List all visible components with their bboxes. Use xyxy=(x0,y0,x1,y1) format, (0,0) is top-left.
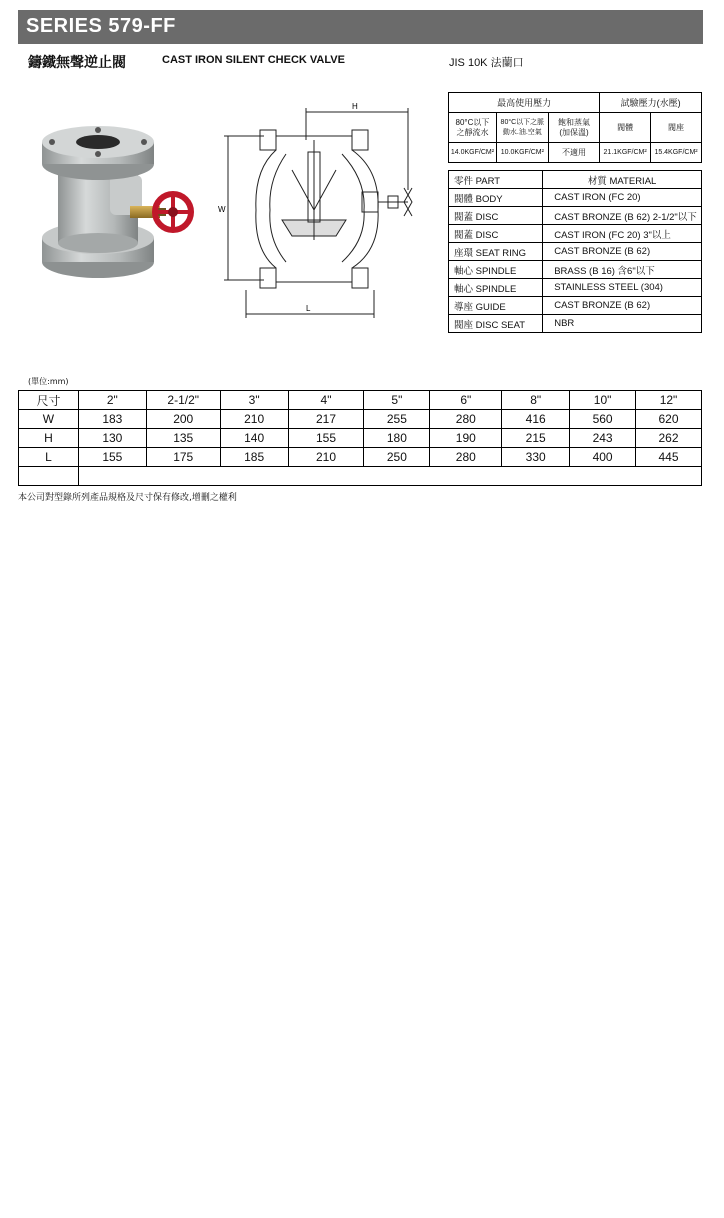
size-header: 尺寸 xyxy=(19,391,79,410)
materials-table xyxy=(448,170,702,333)
table-row: W 183 200 210 217 255 280 416 560 620 xyxy=(19,410,702,429)
test-seat-label: 閥座 xyxy=(651,113,702,143)
table-row: L 155 175 185 210 250 280 330 400 445 xyxy=(19,448,702,467)
table-row: 軸心 SPINDLE BRASS (B 16) 含6"以下 xyxy=(449,261,702,279)
table-row: 軸心 SPINDLE STAINLESS STEEL (304) xyxy=(449,279,702,297)
drawing-label-w: W xyxy=(218,205,226,214)
table-row: 閥體 BODY CAST IRON (FC 20) xyxy=(449,189,702,207)
dimensions-table xyxy=(18,390,702,486)
materials-header-material: 材質 MATERIAL xyxy=(543,171,702,189)
test-pressure-header: 試驗壓力(水壓) xyxy=(600,93,702,113)
table-row: H 130 135 140 155 180 190 215 243 262 xyxy=(19,429,702,448)
table-row: 閥座 DISC SEAT NBR xyxy=(449,315,702,333)
materials-header-part: 零件 PART xyxy=(449,171,543,189)
pressure-value-2: 10.0KGF/CM² xyxy=(496,143,548,163)
series-title: SERIES 579-FF xyxy=(26,15,176,37)
footer-note: 本公司對型錄所列產品規格及尺寸保有修改,增刪之權利 xyxy=(18,493,237,503)
table-row: 導座 GUIDE CAST BRONZE (B 62) xyxy=(449,297,702,315)
pressure-value-4: 21.1KGF/CM² xyxy=(600,143,651,163)
product-name-english: CAST IRON SILENT CHECK VALVE xyxy=(162,54,345,66)
max-pressure-header: 最高使用壓力 xyxy=(449,93,600,113)
series-banner xyxy=(18,10,703,44)
pressure-condition-2: 80°C以下之脈 動水.油.空氣 xyxy=(496,113,548,143)
table-row: 座環 SEAT RING CAST BRONZE (B 62) xyxy=(449,243,702,261)
pressure-table xyxy=(448,92,702,163)
table-row: 閥蓋 DISC CAST BRONZE (B 62) 2-1/2"以下 xyxy=(449,207,702,225)
pressure-condition-1: 80°C以下 之靜流水 xyxy=(449,113,497,143)
valve-photo xyxy=(30,120,200,295)
drawing-label-h: H xyxy=(352,102,358,111)
test-body-label: 閥體 xyxy=(600,113,651,143)
pressure-condition-3: 飽和蒸氣 (加保溫) xyxy=(548,113,599,143)
table-row xyxy=(19,467,702,486)
pressure-value-5: 15.4KGF/CM² xyxy=(651,143,702,163)
drawing-label-l: L xyxy=(306,304,311,313)
unit-label: (單位:mm) xyxy=(28,377,69,386)
pressure-value-3: 不適用 xyxy=(548,143,599,163)
title-row xyxy=(0,52,724,72)
table-row: 尺寸 2" 2-1/2" 3" 4" 5" 6" 8" 10" 12" xyxy=(19,391,702,410)
sectional-drawing xyxy=(212,100,442,330)
table-row: 閥蓋 DISC CAST IRON (FC 20) 3"以上 xyxy=(449,225,702,243)
flange-standard: JIS 10K 法蘭口 xyxy=(449,57,524,69)
product-name-chinese: 鑄鐵無聲逆止閥 xyxy=(28,55,126,71)
pressure-value-1: 14.0KGF/CM² xyxy=(449,143,497,163)
